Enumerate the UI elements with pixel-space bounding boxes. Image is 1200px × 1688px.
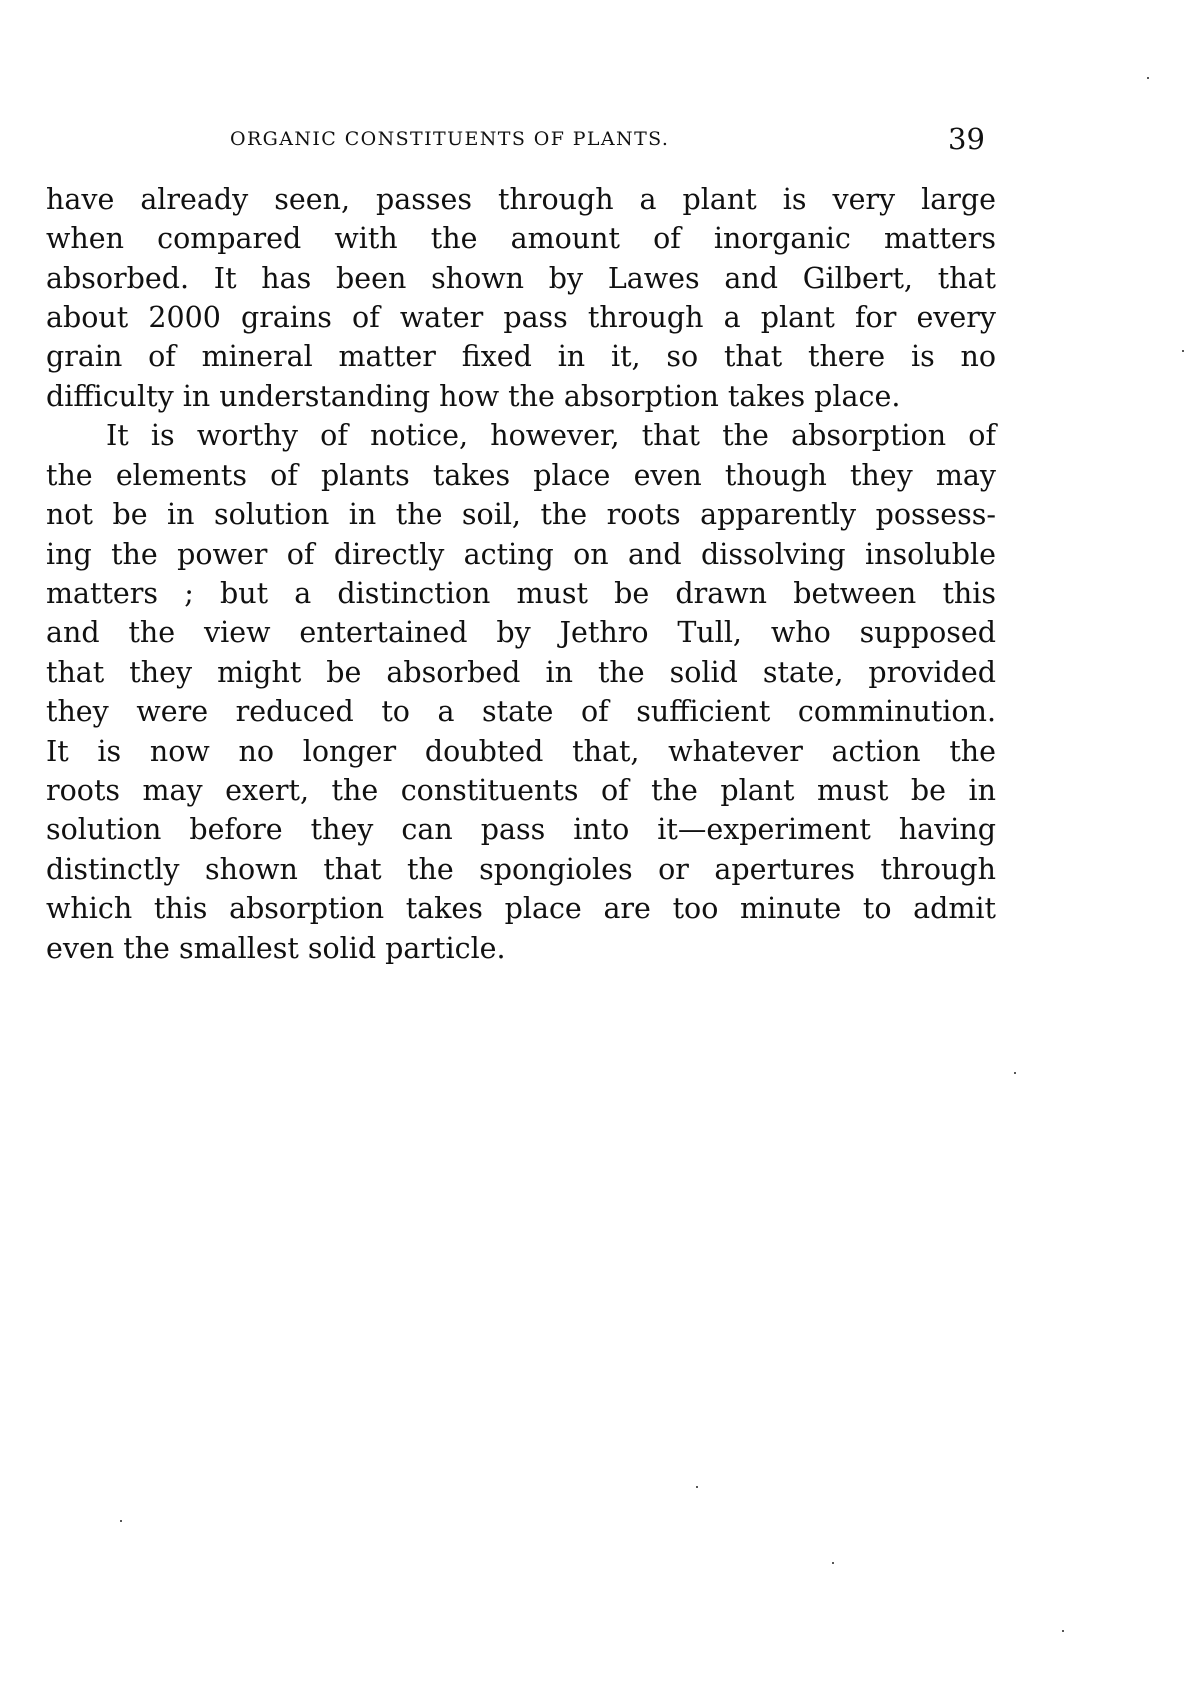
- text-line-last: even the smallest solid particle.: [46, 932, 506, 965]
- text-line: which this absorption takes place are too minute to admit: [46, 892, 996, 925]
- text-line: solution before they can pass into it—experiment having: [46, 813, 996, 846]
- text-line: the elements of plants takes place even though they may: [46, 459, 996, 492]
- text-line: about 2000 grains of water pass through a plant for every: [46, 301, 996, 334]
- scan-speck: [1062, 1630, 1064, 1632]
- text-line: grain of mineral matter fixed in it, so that there is no: [46, 340, 996, 373]
- text-line: they were reduced to a state of sufficient comminution.: [46, 695, 996, 728]
- text-line: distinctly shown that the spongioles or apertures through: [46, 853, 996, 886]
- text-line: have already seen, passes through a plant is very large: [46, 183, 996, 216]
- text-line: absorbed. It has been shown by Lawes and Gilbert, that: [46, 262, 996, 295]
- running-head: ORGANIC CONSTITUENTS OF PLANTS.: [230, 128, 670, 150]
- text-line: and the view entertained by Jethro Tull, who supposed: [46, 616, 996, 649]
- text-line: roots may exert, the constituents of the plant must be in: [46, 774, 996, 807]
- paragraph-first-line: It is worthy of notice, however, that the absorption of: [106, 419, 996, 452]
- scan-speck: [120, 1520, 122, 1522]
- scan-speck: [1147, 77, 1149, 79]
- scan-speck: [832, 1562, 834, 1564]
- text-line: It is now no longer doubted that, whatever action the: [46, 735, 996, 768]
- text-line: that they might be absorbed in the solid state, provided: [46, 656, 996, 689]
- scan-speck: [1014, 1072, 1016, 1074]
- text-line: not be in solution in the soil, the roots apparently possess-: [46, 498, 996, 531]
- scan-speck: [1182, 350, 1184, 352]
- text-line: when compared with the amount of inorganic matters: [46, 222, 996, 255]
- scan-speck: [696, 1486, 698, 1488]
- text-line: difficulty in understanding how the absorption takes place.: [46, 380, 901, 413]
- page-number: 39: [948, 122, 985, 156]
- text-line: ing the power of directly acting on and dissolving insoluble: [46, 538, 996, 571]
- text-line: matters ; but a distinction must be drawn between this: [46, 577, 996, 610]
